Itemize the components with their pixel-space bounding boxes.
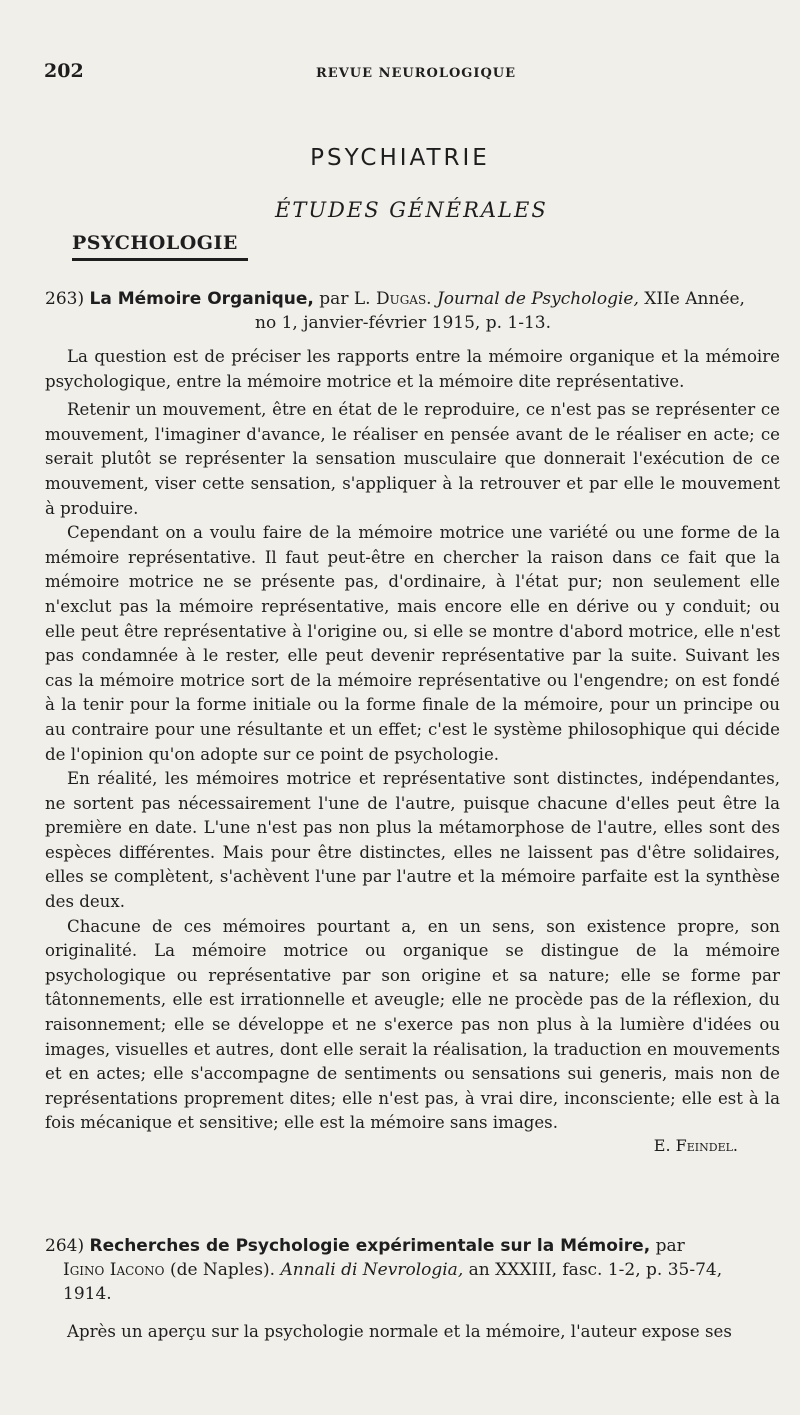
article-title: La Mémoire Organique, (89, 289, 314, 309)
article-place: (de Naples). (169, 1260, 276, 1280)
category-underline (72, 258, 248, 261)
article-263-heading (45, 287, 780, 335)
paragraph: En réalité, les mémoires motrice et représentative sont distinctes, indépendantes, ne sortent pas nécessairement l'une de l'autre, puisque chacune d'elles peut être la première en date. L'une n'est pas non plus la métamorphose de l'autre, elles sont des espèces différentes. Mais pour être distinctes, elles ne laissent pas d'être solidaires, elles se complètent, s'achèvent l'une par l'autre et la mémoire parfaite est la synthèse des deux. (45, 769, 780, 912)
page-number: 202 (44, 60, 84, 82)
article-citation-line (45, 1258, 780, 1282)
article-journal: Annali di Nevrologia, (280, 1260, 464, 1280)
paragraph: Après un aperçu sur la psychologie normale et la mémoire, l'auteur expose ses (67, 1322, 732, 1341)
article-title: Recherches de Psychologie expérimentale sur la Mémoire, (89, 1236, 651, 1256)
running-title: REVUE NEUROLOGIQUE (316, 66, 517, 81)
article-264 (45, 1234, 780, 1345)
article-263 (45, 287, 780, 1155)
article-issue-line: no 1, janvier-février 1915, p. 1-13. (255, 313, 552, 333)
category-title: PSYCHOLOGIE (72, 232, 238, 254)
article-volume: XIIe Année, (644, 289, 745, 309)
paragraph: La question est de préciser les rapports entre la mémoire organique et la mémoire psychologique, entre la mémoire motrice et la mémoire dite représentative. (45, 347, 780, 391)
section-title: PSYCHIATRIE (310, 145, 490, 171)
article-by: par L. (319, 289, 371, 309)
article-year: 1914. (63, 1284, 112, 1304)
article-number: 263) (45, 289, 85, 309)
article-author: Dugas. (375, 289, 432, 309)
article-journal: Journal de Psychologie, (436, 289, 639, 309)
subsection-title: ÉTUDES GÉNÉRALES (275, 198, 548, 222)
paragraph: Cependant on a voulu faire de la mémoire motrice une variété ou une forme de la mémoire représentative. Il faut peut-être en chercher la raison dans ce fait que la mémoire motrice ne se présente pas, d'ordinaire, à l'état pur; non seulement elle n'exclut pas la mémoire représentative, mais encore elle en dérive ou y conduit; ou elle peut être représentative à l'origine ou, si elle se montre d'abord motrice, elle n'est pas condamnée à le rester, elle peut devenir représentative par la suite. Suivant les cas la mémoire motrice sort de la mémoire représentative ou l'engendre; on est fondé à la tenir pour la forme initiale ou la forme finale de la mémoire, pour un principe ou au contraire pour une résultante et un effet; c'est le système philosophique qui décide de l'opinion qu'on adopte sur ce point de psychologie. (45, 523, 780, 764)
article-author: Igino Iacono (63, 1260, 165, 1280)
article-264-heading (45, 1234, 780, 1306)
signature: E. Feindel. (653, 1136, 738, 1155)
article-by: par (655, 1236, 685, 1256)
paragraph: Chacune de ces mémoires pourtant a, en un sens, son existence propre, son originalité. La mémoire motrice ou organique se distingue de la mémoire psychologique ou représentative par son origine et sa nature; elle se forme par tâtonnements, elle est irrationnelle et aveugle; elle ne procède pas de la réflexion, du raisonnement; elle se développe et ne s'exerce pas non plus à la lumière d'idées ou images, visuelles et autres, dont elle serait la réalisation, la traduction en mouvements et en actes; elle s'accompagne de sentiments ou sensations sui generis, mais non de représentations proprement dites; elle n'est pas, à vrai dire, inconsciente; elle est à la fois mécanique et sensitive; elle est la mémoire sans images. (45, 916, 780, 1133)
paragraph: Retenir un mouvement, être en état de le reproduire, ce n'est pas se représenter ce mouvement, l'imaginer d'avance, le réaliser en pensée avant de le réaliser en acte; ce serait plutôt se représenter la sensation musculaire que donnerait l'exécution de ce mouvement, viser cette sensation, s'appliquer à la retrouver et par elle le mouvement à produire. (45, 400, 780, 518)
article-number: 264) (45, 1236, 85, 1256)
article-details: an XXXIII, fasc. 1-2, p. 35-74, (468, 1260, 723, 1280)
